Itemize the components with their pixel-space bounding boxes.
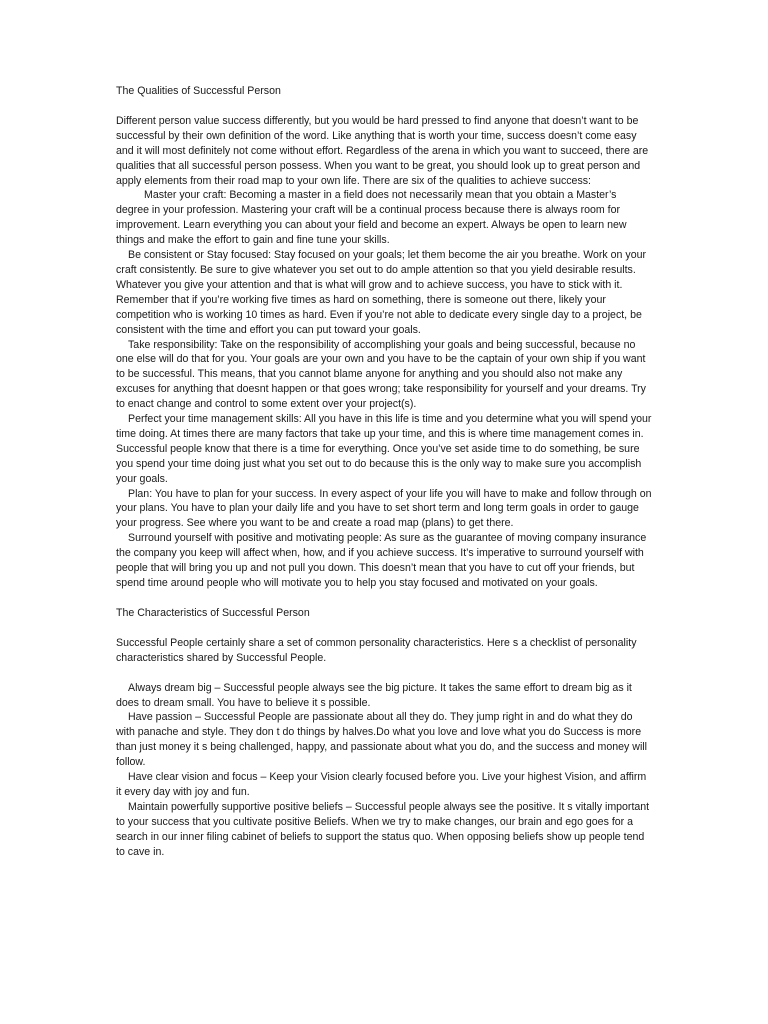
quality-item-responsibility (116, 338, 652, 413)
item-label: Have clear vision and focus – (128, 771, 267, 784)
quality-item-plan (116, 487, 652, 532)
quality-item-time-management (116, 412, 652, 487)
item-label: Plan: (128, 487, 153, 500)
item-text: Successful People are passionate about all they do. They jump right in and do what they do with panache and style. They don t do things by halves.Do what you love and love what you do Success is more than just money it s being challenged, happy, and passionate about what you do, and the success and money will follow. (116, 711, 648, 769)
item-text: Stay focused on your goals; let them become the air you breathe. Work on your craft consistently. Be sure to give whatever you set out to do ample attention so that you yield desirable results. Whatever you give your attention and that is what will grow and to achieve success, you have to stick with it. Remember that if you’re working five times as hard on something, there is someone out there, likely your competition who is working 10 times as hard. Even if you’re not able to dedicate every single day to a project, be consistent with the time and effort you can put toward your goals. (116, 249, 647, 336)
section-intro-characteristics: Successful People certainly share a set of common personality characteristics. Here s a checklist of personality characteristics shared by Successful People. (116, 636, 637, 664)
item-text: Successful people always see the big picture. It takes the same effort to dream big as it does to dream small. You have to believe it s possible. (116, 681, 632, 709)
intro-spacer (116, 666, 652, 681)
item-text: You have to plan for your success. In every aspect of your life you will have to make and follow through on your plans. You have to plan your daily life and you have to set short term and long term goals in order to gauge your progress. See where you want to be and create a road map (plans) to get there. (116, 487, 652, 530)
item-text: Becoming a master in a field does not necessarily mean that you obtain a Master’s degree in your profession. Mastering your craft will be a continual process because there is always room for improvement. Learn everything you can about your field and become an expert. Always be open to learn new things and make the effort to gain and fine tune your skills. (116, 189, 627, 247)
item-label: Be consistent or Stay focused: (128, 249, 272, 262)
item-label: Always dream big – (128, 681, 221, 694)
item-text: Successful people always see the positive. It s vitally important to your success that you cultivate positive Beliefs. When we try to make changes, our brain and ego goes for a search in our inner filing cabinet of beliefs to support the status quo. When opposing beliefs show up people tend to cave in. (116, 800, 650, 858)
section-title-qualities: The Qualities of Successful Person (116, 85, 281, 97)
section-title-characteristics: The Characteristics of Successful Person (116, 606, 310, 619)
characteristic-item-dream-big (116, 681, 652, 711)
item-text: All you have in this life is time and you determine what you will spend your time doing. At times there are many factors that take up your time, and this is where time management comes in. Successful people know that there is a time for everything. Once you’ve set aside time to do something, be sure you spend your time doing just what you set out to do because this is the only way to make sure you accomplish your goals. (116, 413, 652, 485)
item-label: Take responsibility: (128, 338, 218, 351)
section-intro-qualities: Different person value success differently, but you would be hard pressed to find anyone that doesn’t want to be successful by their own definition of the word. Like anything that is worth your time, success doesn’t come easy and it will most definitely not come without effort. Regardless of the arena in which you want to succeed, there are qualities that all successful person possess. When you want to be great, you should look up to great person and apply elements from their road map to your own life. There are six of the qualities to achieve success: (116, 114, 649, 187)
item-text: As sure as the guarantee of moving company insurance the company you keep will affect when, how, and if you achieve success. It’s imperative to surround yourself with people that will bring you up and not pull you down. This doesn’t mean that you have to cut off your friends, but spend time around people who will motivate you to help you stay focused and motivated on your goals. (116, 532, 647, 589)
item-label: Have passion – (128, 711, 202, 724)
item-label: Maintain powerfully supportive positive beliefs – (128, 800, 352, 813)
document-page (116, 84, 652, 860)
item-label: Perfect your time management skills: (128, 413, 302, 426)
quality-item-master-craft (116, 188, 652, 248)
section-spacer (116, 591, 652, 606)
characteristic-item-passion (116, 710, 652, 770)
item-label: Surround yourself with positive and motivating people: (128, 532, 382, 545)
characteristic-item-beliefs (116, 800, 652, 860)
item-text: Keep your Vision clearly focused before you. Live your highest Vision, and affirm it every day with joy and fun. (116, 771, 647, 798)
quality-item-consistent (116, 248, 652, 337)
item-text: Take on the responsibility of accomplishing your goals and being successful, because no one else will do that for you. Your goals are your own and you have to be the captain of your own ship if you want to be successful. This means, that you cannot blame anyone for anything and you should also not make any excuses for anything that doesnt happen or that goes wrong; take responsibility for yourself and your dreams. Try to enact change and control to some extent over your project(s). (116, 338, 646, 411)
quality-item-surround (116, 531, 652, 591)
item-label: Master your craft: (144, 189, 227, 202)
characteristic-item-vision (116, 770, 652, 800)
